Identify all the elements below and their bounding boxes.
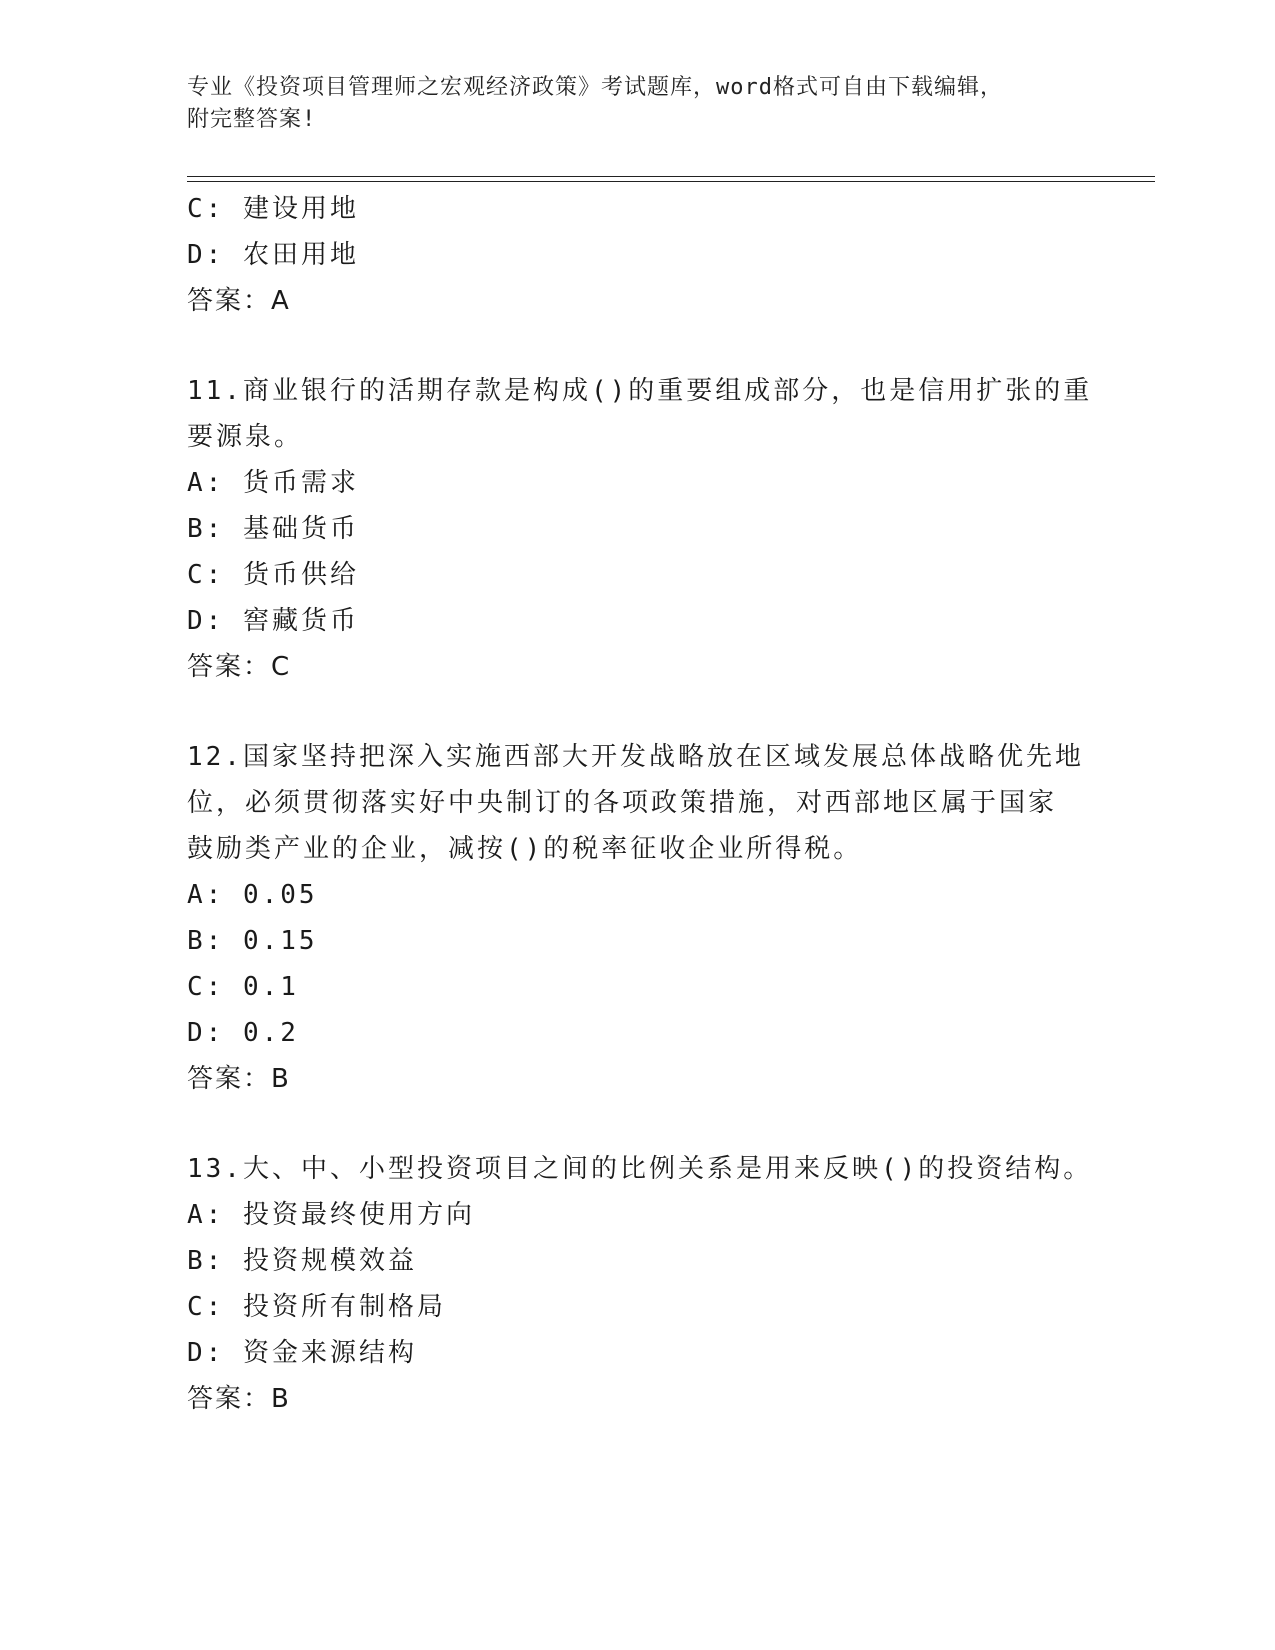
answer-line: 答案：B — [187, 1384, 291, 1414]
option-d: D: 窖藏货币 — [187, 606, 359, 636]
document-header — [187, 72, 1077, 136]
option-c: C: 0.1 — [187, 972, 299, 1002]
question-block-11 — [187, 368, 1093, 690]
header-rule-top — [187, 176, 1155, 177]
question-text-line: 13.大、中、小型投资项目之间的比例关系是用来反映()的投资结构。 — [187, 1154, 1093, 1184]
answer-line: 答案：C — [187, 652, 292, 682]
option-c: C: 投资所有制格局 — [187, 1292, 446, 1322]
question-block-10 — [187, 186, 1087, 324]
question-block-12 — [187, 734, 1087, 1102]
option-b: B: 投资规模效益 — [187, 1246, 417, 1276]
answer-line: 答案：A — [187, 286, 291, 316]
option-c: C: 建设用地 — [187, 194, 359, 224]
question-text-line: 位，必须贯彻落实好中央制订的各项政策措施，对西部地区属于国家 — [187, 788, 1058, 818]
option-a: A: 货币需求 — [187, 468, 359, 498]
question-text-line: 11.商业银行的活期存款是构成()的重要组成部分，也是信用扩张的重 — [187, 376, 1093, 406]
option-b: B: 0.15 — [187, 926, 318, 956]
question-block-13 — [187, 1146, 1093, 1422]
answer-line: 答案：B — [187, 1064, 291, 1094]
option-a: A: 0.05 — [187, 880, 318, 910]
header-rule-bottom — [187, 181, 1155, 182]
header-line-1: 专业《投资项目管理师之宏观经济政策》考试题库，word格式可自由下载编辑， — [187, 75, 1003, 100]
question-text-line: 要源泉。 — [187, 422, 304, 452]
option-a: A: 投资最终使用方向 — [187, 1200, 475, 1230]
question-text-line: 12.国家坚持把深入实施西部大开发战略放在区域发展总体战略优先地 — [187, 742, 1084, 772]
option-d: D: 农田用地 — [187, 240, 359, 270]
question-list — [187, 186, 1093, 1422]
header-line-2: 附完整答案! — [187, 107, 317, 132]
option-c: C: 货币供给 — [187, 560, 359, 590]
option-d: D: 资金来源结构 — [187, 1338, 417, 1368]
option-b: B: 基础货币 — [187, 514, 359, 544]
option-d: D: 0.2 — [187, 1018, 299, 1048]
question-text-line: 鼓励类产业的企业，减按()的税率征收企业所得税。 — [187, 834, 863, 864]
